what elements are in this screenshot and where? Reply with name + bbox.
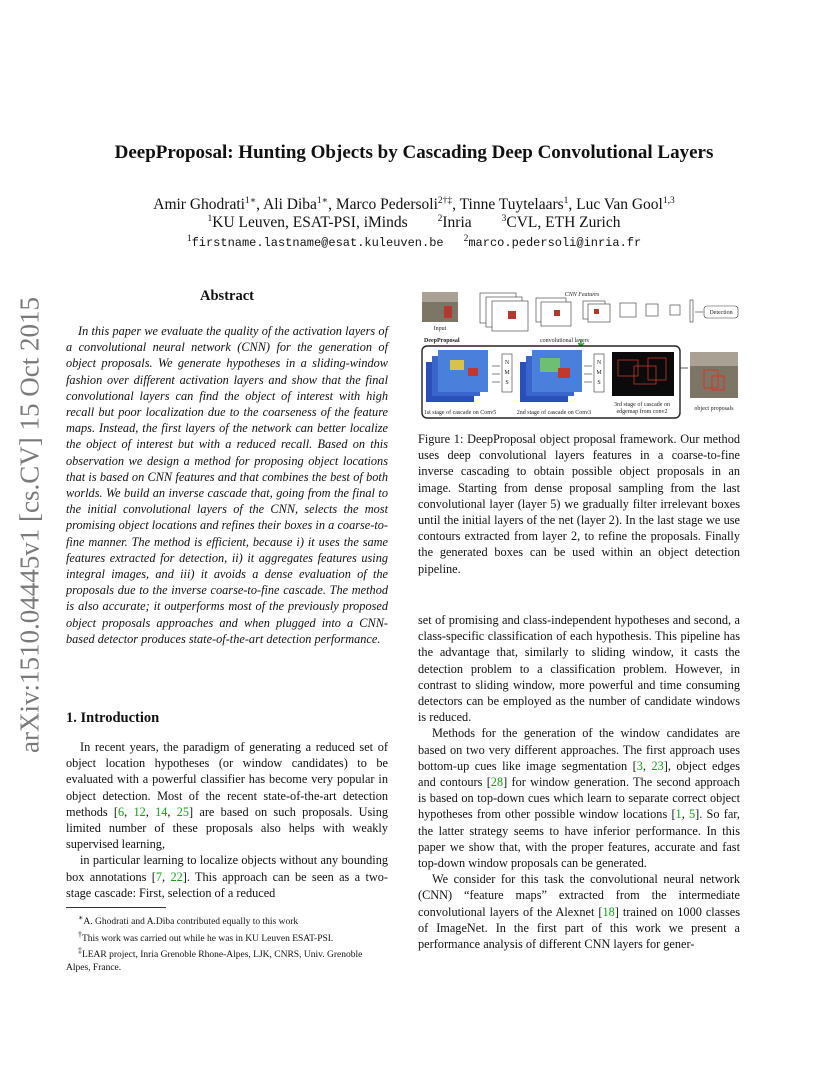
citation[interactable]: 3 xyxy=(636,758,643,773)
footnote: ‡LEAR project, Inria Grenoble Rhone-Alpes, LJK, CNRS, Univ. Grenoble Alpes, France. xyxy=(66,946,363,973)
author-name: , Marco Pedersoli xyxy=(328,196,438,214)
citation[interactable]: 14 xyxy=(155,804,168,819)
svg-text:N: N xyxy=(504,360,510,366)
stage-3-edgemap xyxy=(612,352,674,396)
author-name: Amir Ghodrati xyxy=(153,196,245,214)
arxiv-id: arXiv:1510.04445v1 [cs.CV] 15 Oct 2015 xyxy=(14,297,45,753)
author-name: , Luc Van Gool xyxy=(568,196,663,214)
emails: $^1$firstname.lastname@esat.kuleuven.be $^2$marco.pedersoli@inria.fr xyxy=(186,234,642,251)
paper-title: DeepProposal: Hunting Objects by Cascading Deep Convolutional Layers xyxy=(114,142,714,163)
object-proposals-label: object proposals xyxy=(694,406,734,412)
stage-2-maps xyxy=(520,350,582,402)
svg-text:S: S xyxy=(597,380,601,386)
citation[interactable]: 25 xyxy=(176,804,190,819)
detection-label: Detection xyxy=(709,310,733,316)
figure-caption: Figure 1: DeepProposal object proposal framework. Our method uses deep convolutional layers features in a coarse-to-fine inverse cascading to obtain possible object proposals in an image. Starting from dense proposal sampling from the last convolutional layer (layer 5) we gradually filter irrelevant boxes until the initial layers of the net (layer 2). In the last stage we use contours extracted from layer 2, to refine the proposals. Finally the generated boxes can be used within an object detection pipeline. xyxy=(418,432,740,576)
citation[interactable]: 28 xyxy=(490,775,504,790)
stage-1-label: 1st stage of cascade on Conv5 xyxy=(423,410,497,416)
svg-text:N: N xyxy=(596,360,602,366)
arxiv-stamp xyxy=(10,290,50,760)
citation[interactable]: 7 xyxy=(155,869,163,884)
footnotes xyxy=(66,907,388,974)
cnn-features-label: CNN Features xyxy=(564,292,600,298)
conv-layers-label: convolutional layers xyxy=(540,338,589,344)
author-name: , Ali Diba xyxy=(256,196,317,214)
citation[interactable]: 1 xyxy=(675,807,682,822)
deepproposal-label: DeepProposal xyxy=(424,338,460,344)
author-name: , Tinne Tuytelaars xyxy=(452,196,564,214)
input-label: Input xyxy=(433,326,447,332)
svg-text:M: M xyxy=(596,370,602,376)
abstract-heading: Abstract xyxy=(200,288,254,304)
citation[interactable]: 5 xyxy=(689,807,696,822)
citation[interactable]: 22 xyxy=(170,869,183,884)
right-column-text: set of promising and class-independent hypotheses and second, a class-specific classification of each hypothesis. This pipeline has the advantage that, similarly to sliding window, it casts the detection problem to a classification problem. However, in contrast to sliding window, more powerful and time consuming detectors can be employed as the number of candidate windows is reduced. Methods for the generation of the window candidates are based on two very different approaches. The first approach uses bottom-up cues like image segmentation [3, 23], object edges and contours [28] for window generation. The second approach is based on top-down cues which learn to separate correct object hypotheses from other possible window locations [1, 5]. So far, the latter strategy seems to have inferior performance. In this paper we show that, with the proper features, accurate and fast top-down window proposals can be generated. We consider for this task the convolutional neural network (CNN) “feature maps” extracted from the intermediate convolutional layers of the Alexnet [18] trained on 1000 classes of ImageNet. In the first part of this work we present a performance analysis of different CNN layers for gener- xyxy=(418,613,740,952)
section-heading: 1. Introduction xyxy=(66,710,160,726)
citation[interactable]: 12 xyxy=(133,804,146,819)
footnote-rule xyxy=(66,907,166,908)
affiliations: $^1$KU Leuven, ESAT-PSI, iMinds $^2$Inria $^3$CVL, ETH Zurich xyxy=(207,214,621,232)
svg-text:S: S xyxy=(505,380,509,386)
intro-text: In recent years, the paradigm of generating a reduced set of object location hypotheses (or window candidates) to be evaluated with a powerful classifier has become very popular in object detection. Most of the recent state-of-the-art detection methods [6, 12, 14, 25] are based on such proposals. Using limited number of these proposals also helps with weakly supervised learning, in particular learning to localize objects without any bounding box annotations [7, 22]. This approach can be seen as a two-stage cascade: First, selection of a reduced xyxy=(66,740,389,900)
svg-text:M: M xyxy=(504,370,510,376)
abstract-text: In this paper we evaluate the quality of the activation layers of a convolutional neural network (CNN) for the generation of object proposals. We generate hypotheses in a sliding-window fashion over different activation layers and show that the final convolutional layers can find the object of interest with high recall but poor localization due to the coarseness of the feature maps. Instead, the first layers of the network can better localize the object of interest but with a reduced recall. Based on this observation we design a method for proposing object locations that is based on CNN features and that combines the best of both worlds. We build an inverse cascade that, going from the final to the initial convolutional layers of the CNN, selects the most promising object locations and refines their boxes in a coarse-to-fine manner. The method is efficient, because i) it uses the same features extracted for detection, ii) it aggregates features using integral images, and iii) it avoids a dense evaluation of the proposals due to the inverse coarse-to-fine cascade. The method is also accurate; it outperforms most of the previously proposed object proposals approaches and when plugged into a CNN-based detector produces state-of-the-art detection performance. xyxy=(66,324,388,646)
citation[interactable]: 6 xyxy=(118,804,125,819)
stage-3-label: 3rd stage of cascade on xyxy=(614,402,670,408)
stage-1-maps xyxy=(426,350,488,402)
stage-2-label: 2nd stage of cascade on Conv3 xyxy=(516,410,592,416)
email: marco.pedersoli@inria.fr xyxy=(468,236,642,251)
author-list: Amir Ghodrati$^{1∗}$, Ali Diba$^{1∗}$, Marco Pedersoli$^{2\dagger\ddagger}$, Tinne Tuytelaars$^1$, Luc Van Gool$^{1,3}$ xyxy=(153,196,675,214)
footnote: †This work was carried out while he was in KU Leuven ESAT-PSI. xyxy=(78,929,334,944)
citation[interactable]: 23 xyxy=(651,758,664,773)
citation[interactable]: 18 xyxy=(602,904,615,919)
svg-text:edgemap from conv2: edgemap from conv2 xyxy=(616,409,668,415)
email: firstname.lastname@esat.kuleuven.be xyxy=(191,236,444,251)
figure-1 xyxy=(420,288,742,422)
footnote: ∗A. Ghodrati and A.Diba contributed equally to this work xyxy=(78,913,299,928)
